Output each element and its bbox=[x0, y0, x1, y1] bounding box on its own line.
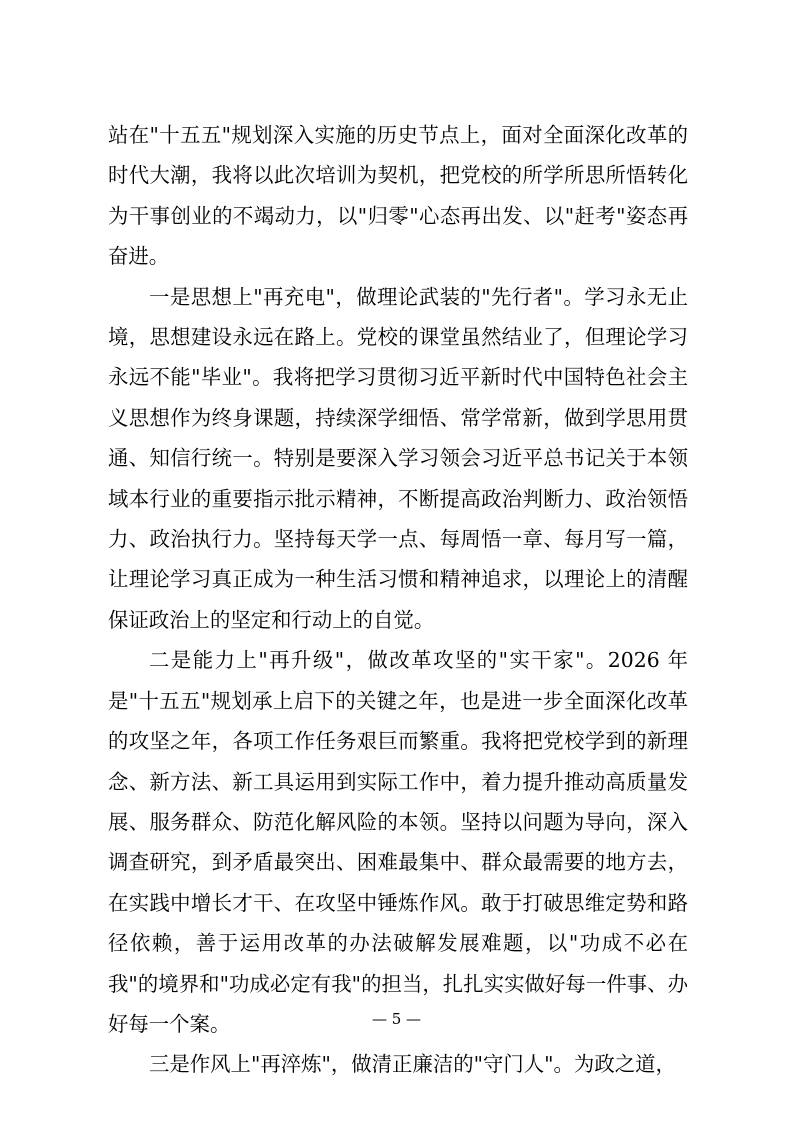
page-number: — 5 — bbox=[371, 1010, 422, 1028]
paragraph-4 bbox=[108, 1044, 688, 1084]
paragraph-2-lead: 一是 bbox=[149, 284, 191, 309]
paragraph-3-lead: 二是 bbox=[149, 648, 193, 673]
paragraph-2-text: 思想上"再充电"，做理论武装的"先行者"。学习永无止境，思想建设永远在路上。党校的课堂虽然结业了，但理论学习永远不能"毕业"。我将把学习贯彻习近平新时代中国特色社会主义思想作为终身课题，持续深学细悟、常学常新，做到学思用贯通、知信行统一。特别是要深入学习领会习近平总书记关于本领域本行业的重要指示批示精神，不断提高政治判断力、政治领悟力、政治执行力。坚持每天学一点、每周悟一章、每月写一篇，让理论学习真正成为一种生活习惯和精神追求，以理论上的清醒保证政治上的坚定和行动上的自觉。 bbox=[108, 284, 689, 632]
paragraph-1-text: 站在"十五五"规划深入实施的历史节点上，面对全面深化改革的时代大潮，我将以此次培训为契机，把党校的所学所思所悟转化为干事创业的不竭动力，以"归零"心态再出发、以"赶考"姿态再奋进。 bbox=[108, 123, 688, 269]
paragraph-3 bbox=[108, 640, 688, 1044]
paragraph-2 bbox=[108, 277, 688, 641]
body-text bbox=[108, 115, 688, 1085]
paragraph-4-lead: 三是 bbox=[149, 1052, 190, 1077]
paragraph-4-text: 作风上"再淬炼"，做清正廉洁的"守门人"。为政之道， bbox=[189, 1052, 676, 1077]
paragraph-3-text: 能力上"再升级"，做改革攻坚的"实干家"。2026 年是"十五五"规划承上启下的关键之年，也是进一步全面深化改革的攻坚之年，各项工作任务艰巨而繁重。我将把党校学到的新理念、新方法、新工具运用到实际工作中，着力提升推动高质量发展、服务群众、防范化解风险的本领。坚持以问题为导向，深入调查研究，到矛盾最突出、困难最集中、群众最需要的地方去，在实践中增长才干、在攻坚中锤炼作风。敢于打破思维定势和路径依赖，善于运用改革的办法破解发展难题，以"功成不必在我"的境界和"功成必定有我"的担当，扎扎实实做好每一件事、办好每一个案。 bbox=[108, 648, 689, 1036]
paragraph-1 bbox=[108, 115, 688, 277]
